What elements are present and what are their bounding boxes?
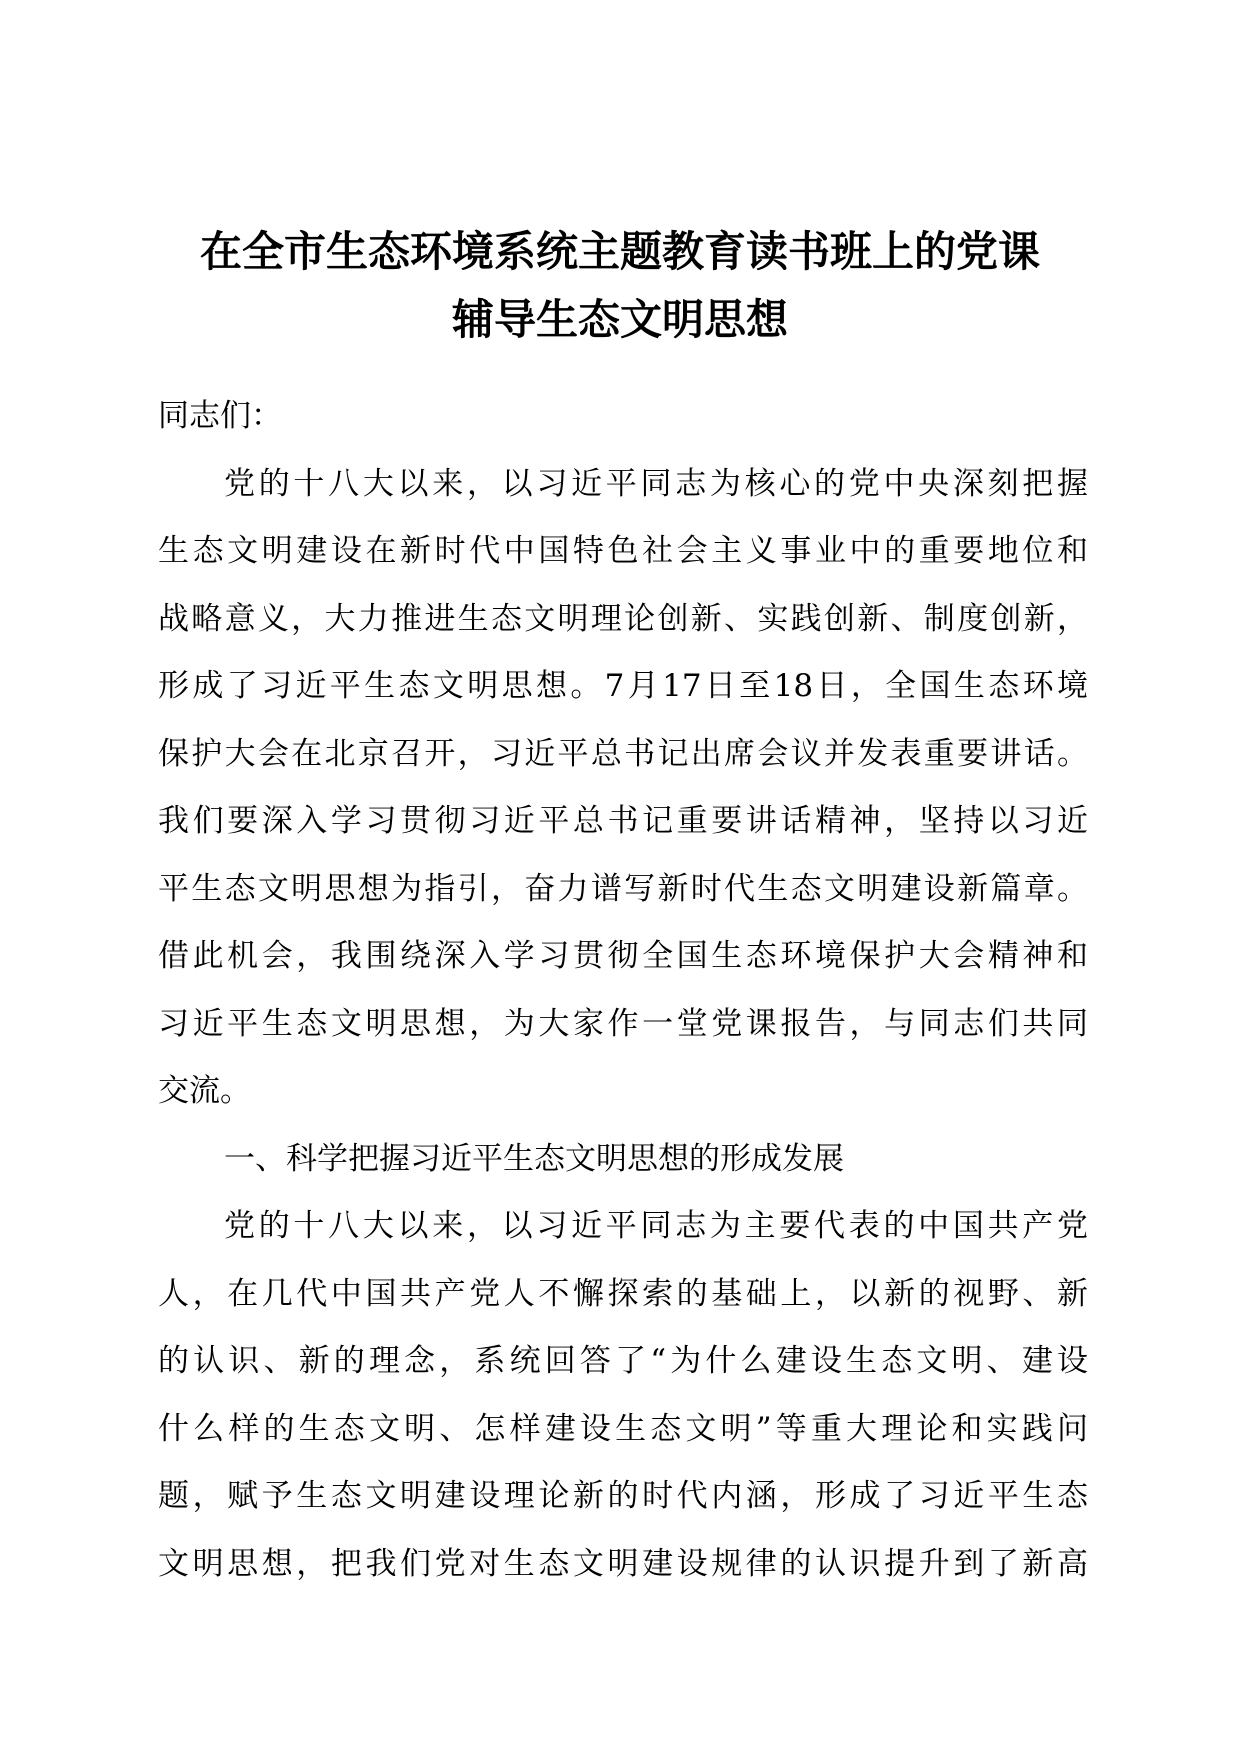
paragraph-2-line: 党的十八大以来，以习近平同志为主要代表的中国共产党	[224, 1208, 1088, 1244]
title-line-1: 在全市生态环境系统主题教育读书班上的党课	[199, 227, 1040, 276]
paragraph-1-line: 交流。	[158, 1073, 251, 1109]
title-line-2: 辅导生态文明思想	[451, 295, 788, 344]
paragraph-2-line: 题，赋予生态文明建设理论新的时代内涵，形成了习近平生态	[158, 1478, 1088, 1514]
paragraph-2-line: 什么样的生态文明、怎样建设生态文明”等重大理论和实践问	[158, 1410, 1088, 1447]
paragraph-1-line: 党的十八大以来，以习近平同志为核心的党中央深刻把握	[224, 465, 1088, 502]
salutation: 同志们：	[158, 398, 282, 434]
paragraph-1-line: 形成了习近平生态文明思想。7月17日至18日，全国生态环境	[158, 668, 1088, 704]
paragraph-2-line: 文明思想，把我们党对生态文明建设规律的认识提升到了新高	[158, 1545, 1088, 1582]
paragraph-1-line: 我们要深入学习贯彻习近平总书记重要讲话精神，坚持以习近	[158, 803, 1088, 839]
paragraph-1-line: 习近平生态文明思想，为大家作一堂党课报告，与同志们共同	[158, 1005, 1088, 1042]
document-title	[150, 218, 1090, 354]
paragraph-1-line: 战略意义，大力推进生态文明理论创新、实践创新、制度创新，	[158, 600, 1088, 637]
paragraph-2-line: 人，在几代中国共产党人不懈探索的基础上，以新的视野、新	[158, 1275, 1088, 1312]
section-1-heading: 一、科学把握习近平生态文明思想的形成发展	[224, 1140, 844, 1177]
paragraph-1-line: 保护大会在北京召开，习近平总书记出席会议并发表重要讲话。	[158, 735, 1088, 772]
paragraph-1-line: 借此机会，我围绕深入学习贯彻全国生态环境保护大会精神和	[158, 938, 1088, 974]
document-body	[158, 383, 1088, 1598]
paragraph-1-line: 平生态文明思想为指引，奋力谱写新时代生态文明建设新篇章。	[158, 870, 1088, 907]
paragraph-1-line: 生态文明建设在新时代中国特色社会主义事业中的重要地位和	[158, 533, 1088, 569]
paragraph-2-line: 的认识、新的理念，系统回答了“为什么建设生态文明、建设	[158, 1343, 1088, 1379]
